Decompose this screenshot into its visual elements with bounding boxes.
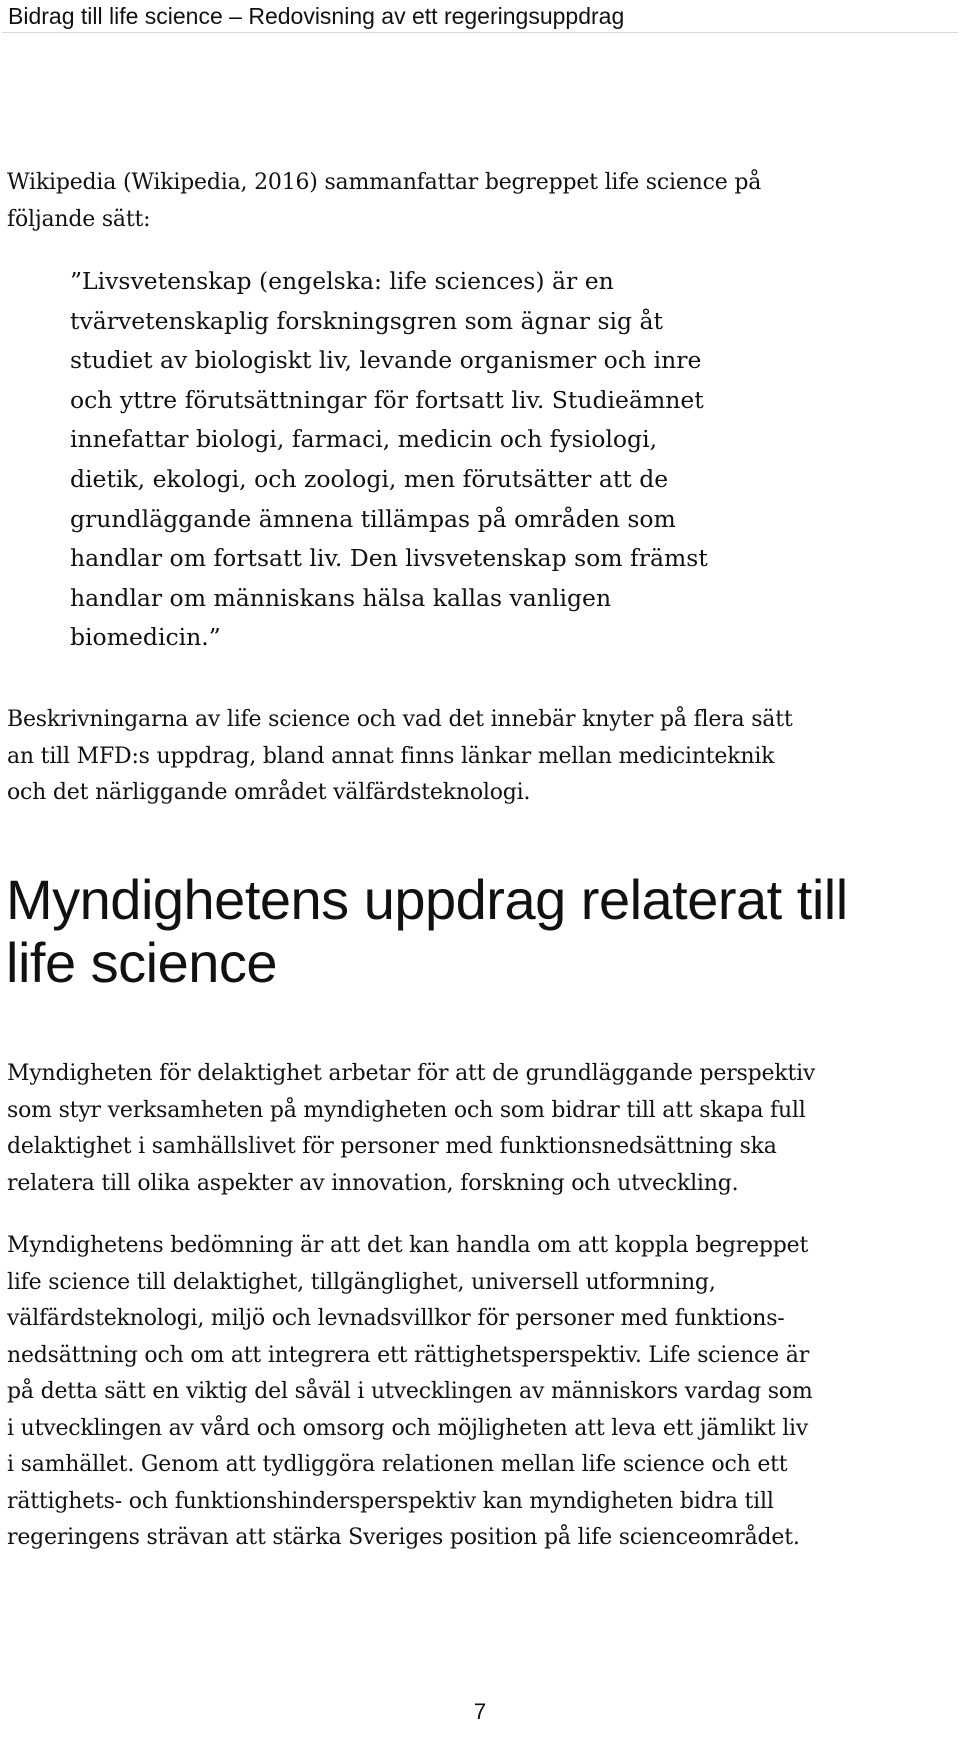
description-line: och det närliggande området välfärdsteknologi. bbox=[7, 780, 531, 805]
heading-line: life science bbox=[6, 931, 278, 994]
intro-line: följande sätt: bbox=[7, 206, 151, 232]
description-paragraph bbox=[7, 702, 793, 812]
paragraph-line: nedsättning och om att integrera ett rättighetsperspektiv. Life science är bbox=[7, 1342, 810, 1368]
paragraph-line: relatera till olika aspekter av innovation, forskning och utveckling. bbox=[7, 1170, 739, 1196]
description-line: Beskrivningarna av life science och vad det innebär knyter på flera sätt bbox=[7, 707, 793, 732]
paragraph-line: i utvecklingen av vård och omsorg och möjligheten att leva ett jämlikt liv bbox=[7, 1415, 809, 1441]
quote-line: och yttre förutsättningar för fortsatt liv. Studieämnet bbox=[70, 385, 704, 414]
wikipedia-quote bbox=[70, 262, 860, 658]
quote-line: ”Livsvetenskap (engelska: life sciences) är en bbox=[70, 267, 614, 295]
page-number: 7 bbox=[473, 1699, 487, 1724]
running-header: Bidrag till life science – Redovisning av ett regeringsuppdrag bbox=[8, 3, 625, 29]
quote-line: biomedicin.” bbox=[70, 623, 221, 652]
paragraph-line: i samhället. Genom att tydliggöra relationen mellan life science och ett bbox=[7, 1452, 788, 1477]
quote-line: dietik, ekologi, och zoologi, men förutsätter att de bbox=[70, 464, 669, 493]
quote-line: grundläggande ämnena tillämpas på områden som bbox=[70, 504, 676, 533]
paragraph-line: Myndigheten för delaktighet arbetar för att de grundläggande perspektiv bbox=[7, 1061, 816, 1086]
paragraph-line: som styr verksamheten på myndigheten och som bidrar till att skapa full bbox=[7, 1097, 806, 1123]
mission-paragraph bbox=[7, 1056, 815, 1202]
header-divider bbox=[2, 32, 958, 33]
paragraph-line: delaktighet i samhällslivet för personer med funktionsnedsättning ska bbox=[7, 1134, 777, 1159]
paragraph-line: life science till delaktighet, tillgänglighet, universell utformning, bbox=[7, 1269, 716, 1295]
intro-line: Wikipedia (Wikipedia, 2016) sammanfattar begreppet life science på bbox=[7, 170, 762, 195]
quote-line: tvärvetenskaplig forskningsgren som ägnar sig åt bbox=[70, 306, 663, 335]
heading-line: Myndighetens uppdrag relaterat till bbox=[6, 868, 848, 931]
paragraph-line: regeringens strävan att stärka Sveriges position på life scienceområdet. bbox=[7, 1525, 800, 1550]
intro-paragraph bbox=[7, 165, 761, 238]
quote-line: innefattar biologi, farmaci, medicin och fysiologi, bbox=[70, 425, 658, 454]
section-heading bbox=[6, 868, 946, 994]
paragraph-line: på detta sätt en viktig del såväl i utvecklingen av människors vardag som bbox=[7, 1379, 813, 1404]
quote-line: handlar om människans hälsa kallas vanligen bbox=[70, 583, 612, 612]
paragraph-line: Myndighetens bedömning är att det kan handla om att koppla begreppet bbox=[7, 1233, 809, 1258]
description-line: an till MFD:s uppdrag, bland annat finns länkar mellan medicinteknik bbox=[7, 743, 775, 769]
paragraph-line: välfärdsteknologi, miljö och levnadsvillkor för personer med funktions- bbox=[7, 1306, 785, 1331]
quote-line: handlar om fortsatt liv. Den livsvetenskap som främst bbox=[70, 544, 708, 573]
assessment-paragraph bbox=[7, 1228, 813, 1557]
quote-line: studiet av biologiskt liv, levande organismer och inre bbox=[70, 346, 702, 375]
paragraph-line: rättighets- och funktionshindersperspektiv kan myndigheten bidra till bbox=[7, 1488, 774, 1514]
